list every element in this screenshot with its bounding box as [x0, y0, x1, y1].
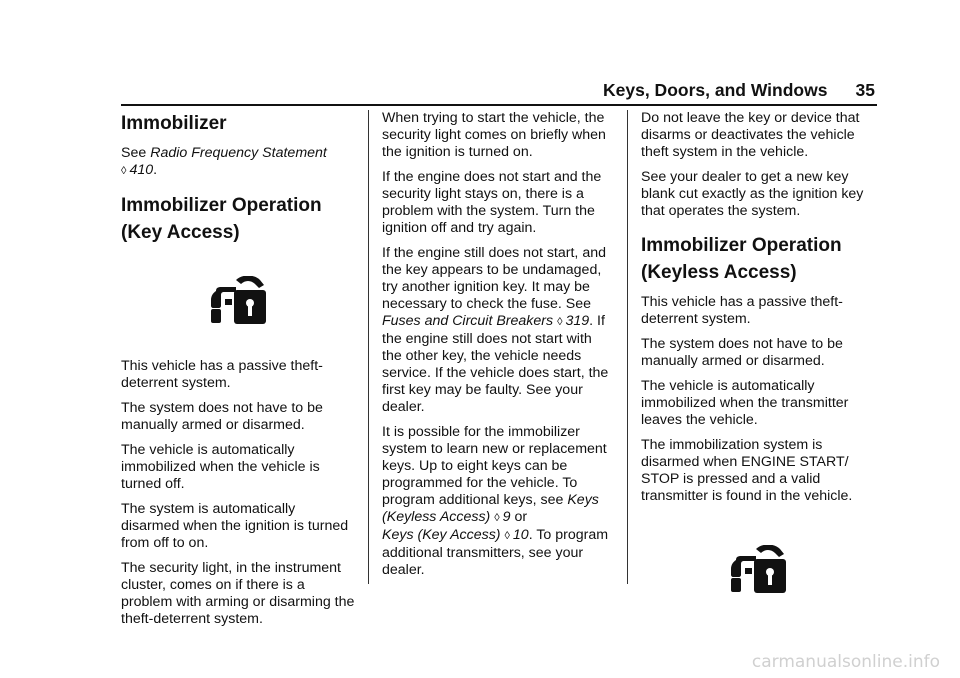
fuses-link[interactable]: Fuses and Circuit Breakers: [382, 313, 554, 329]
radio-frequency-link[interactable]: Radio Frequency Statement: [150, 145, 327, 161]
paragraph: Do not leave the key or device that disarms or deactivates the vehicle theft system in the vehicle.: [641, 110, 860, 160]
paragraph: The system does not have to be manually armed or disarmed.: [641, 336, 843, 369]
column-2: [382, 110, 614, 587]
see-reference: See Radio Frequency Statement ◊ 410.: [121, 145, 327, 178]
paragraph: If the engine does not start and the security light stays on, there is a problem with the system. Turn the ignition off and try again.: [382, 169, 602, 236]
page-header: [603, 80, 875, 101]
page-ref-319[interactable]: 319: [565, 313, 590, 329]
paragraph: The vehicle is automatically immobilized when the transmitter leaves the vehicle.: [641, 378, 849, 428]
paragraph: If the engine still does not start, and the key appears to be undamaged, try another ignition key. It may be necessary to check the fuse. See Fuses and Circuit Breakers ◊ 319. If the engine still does not start with the other key, the vehicle needs service. If the vehicle does start, the first key may be faulty. See your dealer.: [382, 245, 609, 415]
page-ref-410[interactable]: 410: [129, 162, 154, 178]
key-access-heading: Immobilizer Operation (Key Access): [121, 195, 322, 243]
paragraph: The vehicle is automatically immobilized when the vehicle is turned off.: [121, 442, 320, 492]
xref-arrow-icon: ◊: [494, 512, 500, 524]
column-divider: [368, 110, 369, 584]
keyless-access-heading: Immobilizer Operation (Keyless Access): [641, 235, 842, 283]
paragraph: This vehicle has a passive theft-deterrent system.: [121, 358, 323, 391]
column-3: [641, 110, 877, 595]
xref-arrow-icon: ◊: [121, 165, 127, 177]
paragraph: It is possible for the immobilizer system to learn new or replacement keys. Up to eight keys can be programmed for the vehicle. To program additional keys, see Keys (Keyless Access) ◊ 9 or Keys (Key Access) ◊ 10. To program additional transmitters, see your dealer.: [382, 424, 609, 578]
security-light-icon-container: [121, 276, 357, 326]
paragraph: The system is automatically disarmed when the ignition is turned from off to on.: [121, 501, 349, 551]
header-rule: [121, 104, 877, 106]
paragraph: When trying to start the vehicle, the security light comes on briefly when the ignition is turned on.: [382, 110, 606, 160]
security-lock-icon: [728, 545, 790, 595]
xref-arrow-icon: ◊: [504, 530, 510, 542]
security-lock-icon: [208, 276, 270, 326]
paragraph: The immobilization system is disarmed when ENGINE START/ STOP is pressed and a valid transmitter is found in the vehicle.: [641, 437, 853, 504]
immobilizer-heading: Immobilizer: [121, 113, 227, 134]
keys-keyless-link[interactable]: Keys (Keyless Access): [382, 492, 599, 525]
paragraph: The security light, in the instrument cluster, comes on if there is a problem with arming or disarming the theft-deterrent system.: [121, 560, 355, 627]
security-light-icon-container: [641, 545, 877, 595]
paragraph: This vehicle has a passive theft-deterrent system.: [641, 294, 843, 327]
column-1: [121, 110, 357, 636]
page-number: 35: [855, 80, 875, 100]
paragraph: See your dealer to get a new key blank cut exactly as the ignition key that operates the system.: [641, 169, 864, 219]
watermark: carmanualsonline.info: [751, 652, 940, 672]
xref-arrow-icon: ◊: [557, 316, 563, 328]
page-ref-9[interactable]: 9: [502, 509, 511, 525]
paragraph: The system does not have to be manually armed or disarmed.: [121, 400, 323, 433]
column-divider: [627, 110, 628, 584]
page-ref-10[interactable]: 10: [512, 527, 529, 543]
section-title: Keys, Doors, and Windows: [603, 80, 828, 100]
keys-key-access-link[interactable]: Keys (Key Access): [382, 527, 501, 543]
